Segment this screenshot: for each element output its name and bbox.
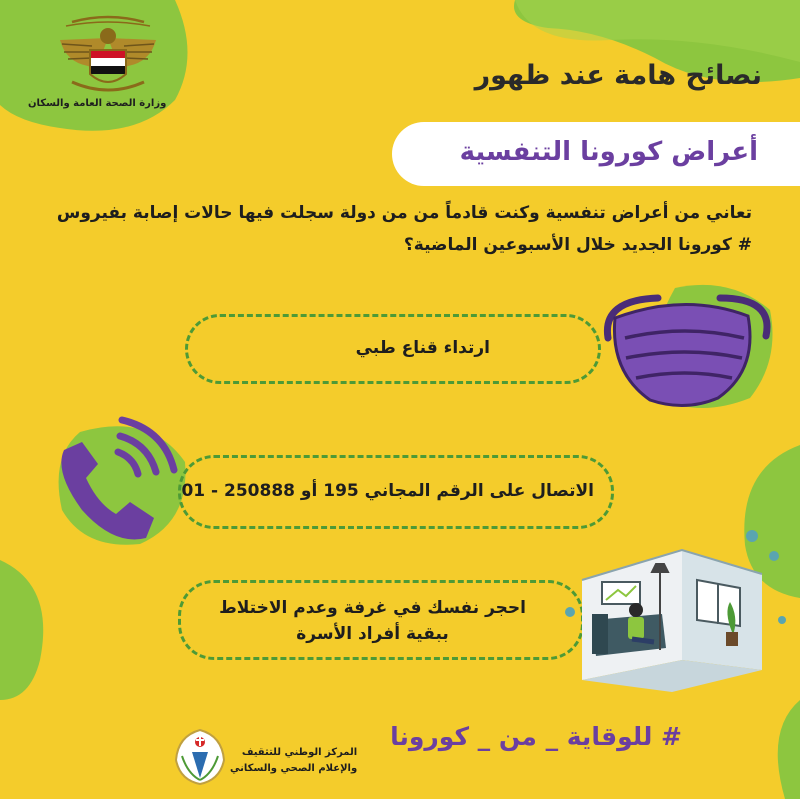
hashtag-slogan: # للوقاية _ من _ كورونا (390, 722, 682, 751)
footer-center-name (230, 745, 357, 777)
phone-icon (40, 412, 200, 552)
footer-line-2: والإعلام الصحي والسكاني (230, 763, 358, 774)
ministry-label: وزارة الصحة العامة والسكان (28, 98, 167, 109)
health-center-logo-icon (170, 726, 230, 786)
intro-line-1: تعاني من أعراض تنفسية وكنت قادماً من من دولة سجلت فيها حالات إصابة بفيروس (56, 203, 752, 223)
title-line-2: أعراض كورونا التنفسية (459, 137, 758, 167)
intro-line-2: # كورونا الجديد خلال الأسبوعين الماضية؟ (403, 235, 752, 255)
tip-isolate-line-2: ببقية أفراد الأسرة (296, 624, 449, 644)
face-mask-icon (580, 280, 780, 420)
footer-line-1: المركز الوطني للتثقيف (241, 747, 358, 758)
tip-mask-text: ارتداء قناع طبي (355, 338, 490, 358)
intro-question (52, 197, 752, 261)
title-line-1: نصائح هامة عند ظهور (474, 60, 762, 91)
room-isolation-icon (562, 520, 794, 692)
tip-call-text: الاتصال على الرقم المجاني 195 أو 250888 - 01 (181, 481, 594, 501)
tip-isolate-line-1: احجر نفسك في غرفة وعدم الاختلاط (219, 598, 526, 618)
yemen-eagle-emblem-icon (52, 10, 164, 100)
tip-isolate-text (219, 595, 526, 647)
